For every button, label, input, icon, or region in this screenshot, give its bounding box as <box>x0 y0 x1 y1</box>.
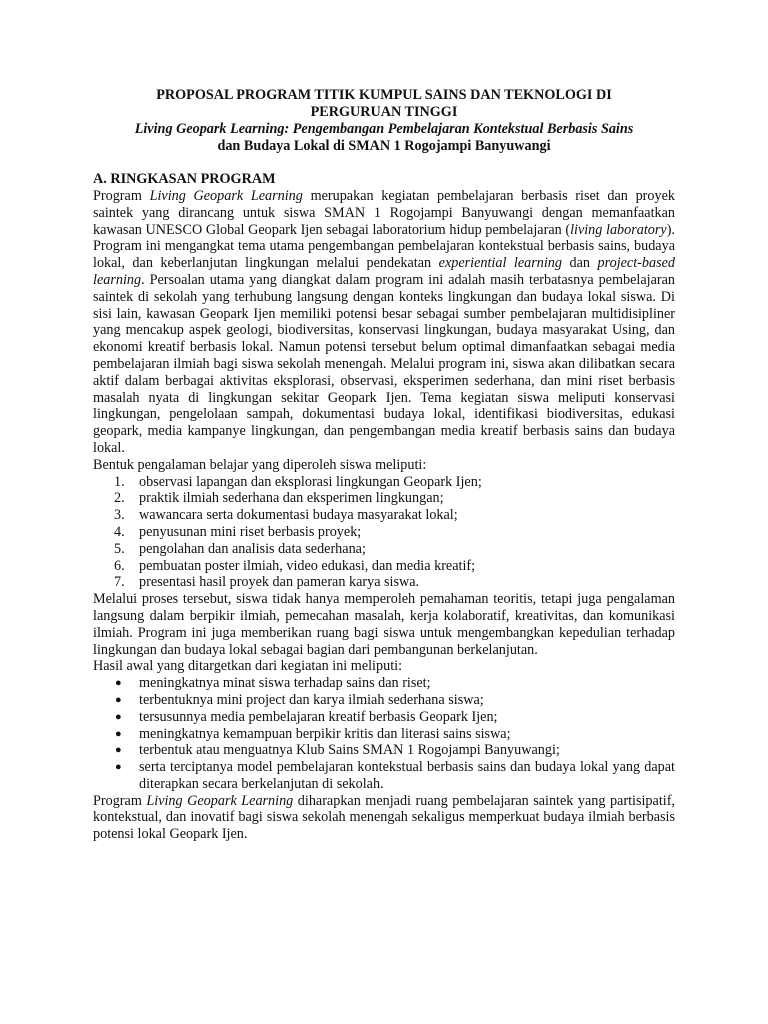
list-number: 4. <box>114 523 125 540</box>
p1-g: dan <box>562 255 598 272</box>
list-item <box>93 507 675 524</box>
p3-c: diharapkan menjadi ruang pembelajaran saintek yang partisipatif, kontekstual, dan inovatif bagi siswa sekolah menengah sekaligus memperkuat budaya ilmiah berbasis potensi lokal Geopark Ijen. <box>93 792 675 843</box>
list-number: 1. <box>114 473 125 490</box>
p1-e: ). Program ini mengangkat tema utama pengembangan pembelajaran kontekstual berbasis sains, budaya lokal, dan keberlanjutan lingkungan melalui pendekatan <box>93 221 675 272</box>
list-item <box>93 541 675 558</box>
list-number: 3. <box>114 507 125 524</box>
paragraph-summary <box>93 188 675 457</box>
p1-a: Program <box>93 188 150 204</box>
section-heading: A. RINGKASAN PROGRAM <box>93 171 276 187</box>
subtitle-line-1-text: Living Geopark Learning: Pengembangan Pembelajaran Kontekstual Berbasis Sains <box>134 121 634 137</box>
bullet-icon: ● <box>115 677 122 690</box>
bullet-icon: ● <box>115 727 122 740</box>
p1-c: merupakan kegiatan pembelajaran berbasis riset dan proyek saintek yang dirancang untuk siswa SMAN 1 Rogojampi Banyuwangi dengan memanfaatkan kawasan UNESCO Global Geopark Ijen sebagai laboratorium hidup pembelajaran ( <box>93 188 675 238</box>
p1-i: . Persoalan utama yang diangkat dalam program ini adalah masih terbatasnya pembelajaran saintek di sekolah yang terhubung langsung dengan konteks lingkungan dan budaya lokal siswa. Di sisi lain, kawasan Geopark Ijen memiliki potensi besar sebagai sumber pembelajaran multidisipliner yang mencakup aspek geologi, biodiversitas, konservasi lingkungan, budaya masyarakat Using, dan ekonomi kreatif berbasis lokal. Namun potensi tersebut belum optimal dimanfaatkan sebagai media pembelajaran ilmiah bagi siswa sekolah menengah. Melalui program ini, siswa akan dilibatkan secara aktif dalam berbagai aktivitas eksplorasi, observasi, eksperimen sederhana, dan mini riset berbasis masalah nyata di lingkungan sekitar Geopark Ijen. Tema kegiatan siswa meliputi konservasi lingkungan, pengelolaan sampah, dokumentasi budaya lokal, identifikasi biodiversitas, edukasi geopark, media kampanye lingkungan, dan pengembangan media kreatif berbasis sains dan budaya lokal. <box>93 271 675 456</box>
bullet-list <box>93 675 675 793</box>
list-number: 7. <box>114 574 125 591</box>
list-number: 6. <box>114 557 125 574</box>
list-item-text: penyusunan mini riset berbasis proyek; <box>139 523 362 540</box>
bullet-item-text: terbentuk atau menguatnya Klub Sains SMAN 1 Rogojampi Banyuwangi; <box>139 742 560 759</box>
bullet-item <box>93 726 675 743</box>
bullet-icon: ● <box>115 761 122 774</box>
list-item <box>93 524 675 541</box>
bullet-item <box>93 692 675 709</box>
p1-d: living laboratory <box>570 221 667 238</box>
title-line-2: PERGURUAN TINGGI <box>310 104 458 120</box>
bullet-item-text: meningkatnya kemampuan berpikir kritis dan literasi sains siswa; <box>139 725 511 742</box>
bullet-icon: ● <box>115 744 122 757</box>
p1-f: experiential learning <box>438 255 562 272</box>
list-item-text: presentasi hasil proyek dan pameran karya siswa. <box>139 574 420 591</box>
paragraph-process: Melalui proses tersebut, siswa tidak hanya memperoleh pemahaman teoritis, tetapi juga pengalaman langsung dalam berpikir ilmiah, pemecahan masalah, kerja kolaboratif, kreativitas, dan komunikasi ilmiah. Program ini juga memberikan ruang bagi siswa untuk mengembangkan kepedulian terhadap lingkungan dan budaya lokal sebagai bagian dari pembangunan berkelanjutan. <box>93 591 675 658</box>
p1-h: project-based learning <box>93 255 675 288</box>
numbered-list <box>93 474 675 592</box>
list-intro: Bentuk pengalaman belajar yang diperoleh siswa meliputi: <box>93 456 427 473</box>
paragraph-closing <box>93 793 675 843</box>
bullet-item-text: serta terciptanya model pembelajaran kontekstual berbasis sains dan budaya lokal yang dapat diterapkan secara berkelanjutan di sekolah. <box>139 759 675 792</box>
list-item-text: pembuatan poster ilmiah, video edukasi, dan media kreatif; <box>139 557 476 574</box>
list-item-text: praktik ilmiah sederhana dan eksperimen lingkungan; <box>139 490 444 507</box>
subtitle-line-2: dan Budaya Lokal di SMAN 1 Rogojampi Banyuwangi <box>217 138 551 154</box>
p3-a: Program <box>93 792 147 809</box>
p3-b: Living Geopark Learning <box>146 792 294 809</box>
bullet-item <box>93 675 675 692</box>
title-line-1: PROPOSAL PROGRAM TITIK KUMPUL SAINS DAN TEKNOLOGI DI <box>156 87 612 103</box>
list-item <box>93 490 675 507</box>
list-number: 5. <box>114 540 125 557</box>
list-item <box>93 474 675 491</box>
bullet-item-text: tersusunnya media pembelajaran kreatif berbasis Geopark Ijen; <box>139 708 498 725</box>
subtitle-line-1 <box>93 121 675 138</box>
list-item-text: pengolahan dan analisis data sederhana; <box>139 540 366 557</box>
list-item-text: observasi lapangan dan eksplorasi lingkungan Geopark Ijen; <box>139 473 482 490</box>
bullet-icon: ● <box>115 693 122 706</box>
bullet-item <box>93 709 675 726</box>
list-item <box>93 574 675 591</box>
bullet-item-text: meningkatnya minat siswa terhadap sains dan riset; <box>139 675 431 692</box>
bullet-item <box>93 742 675 759</box>
bullet-intro: Hasil awal yang ditargetkan dari kegiatan ini meliputi: <box>93 658 403 675</box>
list-number: 2. <box>114 490 125 507</box>
p1-b: Living Geopark Learning <box>149 188 303 204</box>
list-item-text: wawancara serta dokumentasi budaya masyarakat lokal; <box>139 507 458 524</box>
bullet-icon: ● <box>115 710 122 723</box>
bullet-item-text: terbentuknya mini project dan karya ilmiah sederhana siswa; <box>139 691 484 708</box>
bullet-item <box>93 759 675 793</box>
list-item <box>93 558 675 575</box>
